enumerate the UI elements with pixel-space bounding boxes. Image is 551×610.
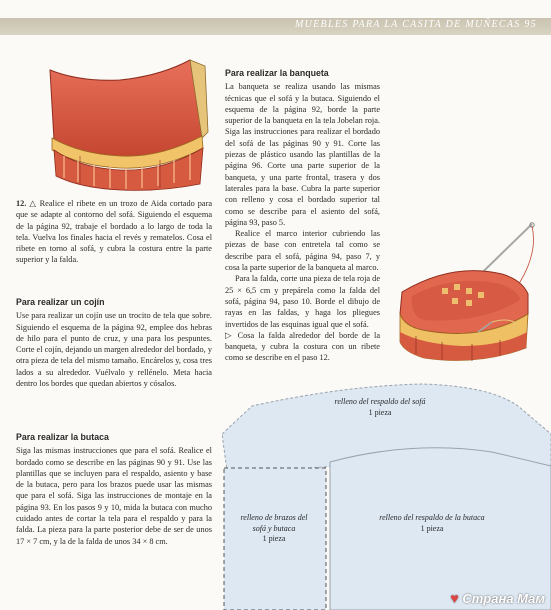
text-butaca: Siga las mismas instrucciones que para el sofá. Realice el bordado como se describe en las páginas 90 y 91. Use las plantillas que se incluyen para el respaldo, asiento y base de la butaca, pero para los brazos puede usar las mismas que para el sofá. Siga las instrucciones de montaje en la página 93. En los pasos 9 y 10, mida la butaca con mucho cuidado antes de cortar la tela para el respaldo y para la falda. La pieza para la parte posterior debe de ser de unos 17 × 7 cm, y la de la falda de unos 34 × 8 cm. [16,446,212,546]
section-cojin [16,297,212,389]
sofa-illustration [40,52,220,192]
step-text: Realice el ribete en un trozo de Aida cortado para que se adapte al contorno del sofá. Siguiendo el esquema de la página 92, trabaje el bordado a lo largo de toda la tela. Vuelva los finales hacia el revés y rematelos. Cosa el ribete en torno al sofá, y cubra la costura entre la parte superior y la falda. [16,199,213,265]
label-respaldo-sofa [320,397,440,418]
label-brazos-line2: sofá y butaca [252,523,296,533]
watermark-heart-icon: ♥ [450,590,459,606]
text-banqueta-3: Para la falda, corte una pieza de tela roja de 25 × 6,5 cm y prepárela como la falda del sofá, página 94, paso 10. Borde el dibujo de rayas en las faldas, y haga los pliegues invertidos de las esquinas igual que el sofá. [225,274,380,329]
section-banqueta [225,68,380,364]
label-respaldo-sofa-count: 1 pieza [368,407,392,417]
running-title: MUEBLES PARA LA CASITA DE MUÑECAS 95 [295,19,537,30]
step-symbol: △ [29,199,37,208]
step-arrow: ▷ [225,330,234,340]
label-brazos-count: 1 pieza [262,534,286,543]
label-brazos-line1: relleno de brazos del [240,513,308,522]
footstool-illustration [382,222,542,372]
header-band [0,0,551,40]
section-butaca [16,432,212,547]
heading-banqueta: Para realizar la banqueta [225,68,329,78]
watermark-text: Страна Мам [462,591,545,606]
text-banqueta-4 [225,330,380,364]
watermark [450,590,545,606]
text-banqueta-1: La banqueta se realiza usando las mismas técnicas que el sofá y la butaca. Siguiendo el esquema de la página 92, borde la parte superior de la banqueta en la tela Jobelan roja. Siga las instrucciones para realizar el bordado del sofá de las páginas 90 y 91. Corte las piezas de plástico usando las plantillas de la página 96. Corte una parte superior de la banqueta, y una parte frontal, trasera y dos laterales para la base. Cubra la parte superior con relleno y cosa el bordado superior tal como se describe para el asiento del sofá, página 93, paso 5. [225,82,380,227]
heading-cojin: Para realizar un cojín [16,297,105,307]
text-cojin: Use para realizar un cojín use un trocito de tela que sobre. Siguiendo el esquema de la página 92, emplee dos hebras de hilo para el punto de cruz, y una para los pespuntes. Corte el cojín, dejando un margen alrededor del bordado, y otra pieza de tela del mismo tamaño. Encárelos y, cosa tres lados a su alrededor. Vuélvalo y rellénelo. Meta hacia dentro los bordes que quedan abiertos y cósalos. [16,311,212,389]
text-banqueta-4-body: Cosa la falda alrededor del borde de la banqueta, y cubra la costura con un ribete como se describe en el paso 12. [225,330,380,363]
label-respaldo-butaca-count: 1 pieza [420,523,444,533]
heading-butaca: Para realizar la butaca [16,432,109,442]
label-respaldo-butaca-text: relleno del respaldo de la butaca [379,513,485,522]
label-respaldo-sofa-text: relleno del respaldo del sofá [334,397,426,406]
step-number: 12. [16,199,27,208]
caption-step-12 [16,198,212,266]
text-banqueta-2: Realice el marco interior cubriendo las piezas de base con entretela tal como se describe para el sofá, página 94, paso 7, y cosa la parte superior de la banqueta al marco. [225,229,380,273]
label-respaldo-butaca [362,513,502,534]
label-brazos [228,513,320,545]
